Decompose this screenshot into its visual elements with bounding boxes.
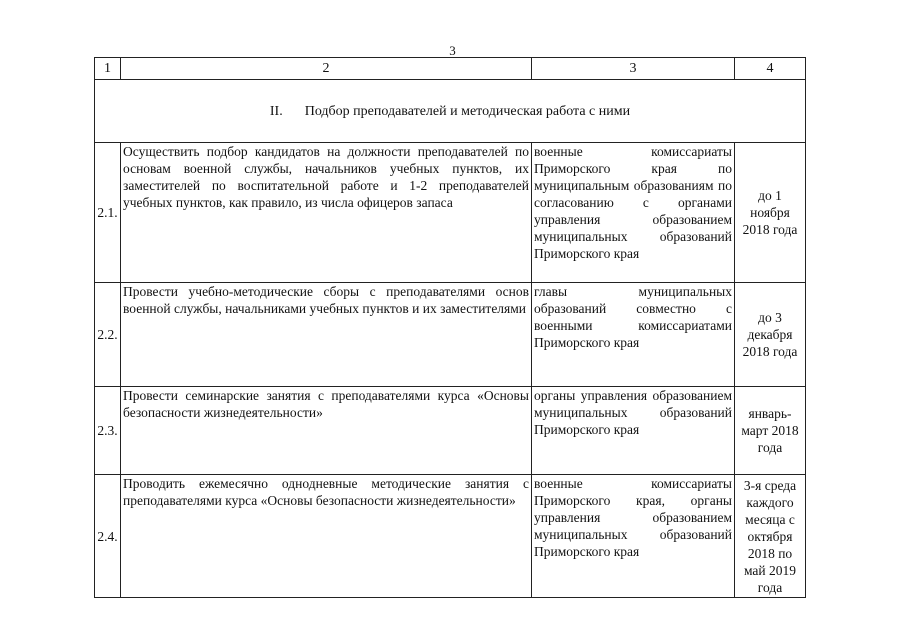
task-text: Провести учебно-методические сборы с преподавателями основ военной службы, начальниками учебных пунктов и их заместителями (121, 283, 532, 387)
page-number: 3 (449, 43, 456, 58)
plan-table (94, 57, 806, 598)
column-number-row (95, 58, 806, 80)
responsible-text: военные комиссариаты Приморского края, органы управления образованием муниципальных образований Приморского края (532, 475, 735, 598)
deadline-text: до 3 декабря 2018 года (735, 283, 806, 387)
column-number-3: 3 (532, 58, 735, 80)
task-text: Проводить ежемесячно однодневные методические занятия с преподавателями курса «Основы безопасности жизнедеятельности» (121, 475, 532, 598)
table-row (95, 143, 806, 283)
column-number-4: 4 (735, 58, 806, 80)
table-row (95, 283, 806, 387)
deadline-text: до 1 ноября 2018 года (735, 143, 806, 283)
deadline-text: 3-я среда каждого месяца с октября 2018 по май 2019 года (735, 475, 806, 598)
section-title: Подбор преподавателей и методическая работа с ними (304, 103, 631, 119)
item-number: 2.1. (95, 143, 121, 283)
responsible-text: органы управления образованием муниципальных образований Приморского края (532, 387, 735, 475)
section-heading-row (95, 80, 806, 143)
table-row (95, 387, 806, 475)
responsible-text: главы муниципальных образований совместно с военными комиссариатами Приморского края (532, 283, 735, 387)
task-text: Провести семинарские занятия с преподавателями курса «Основы безопасности жизнедеятельности» (121, 387, 532, 475)
column-number-2: 2 (121, 58, 532, 80)
deadline-text: январь-март 2018 года (735, 387, 806, 475)
section-roman-number: II. (269, 103, 283, 119)
item-number: 2.2. (95, 283, 121, 387)
table-row (95, 475, 806, 598)
responsible-text: военные комиссариаты Приморского края по муниципальным образованиям по согласованию с органами управления образованием муниципальных образований Приморского края (532, 143, 735, 283)
column-number-1: 1 (95, 58, 121, 80)
item-number: 2.3. (95, 387, 121, 475)
task-text: Осуществить подбор кандидатов на должности преподавателей по основам военной службы, начальников учебных пунктов, их заместителей по воспитательной работе и 1-2 преподавателей учебных пунктов, как правило, из числа офицеров запаса (121, 143, 532, 283)
item-number: 2.4. (95, 475, 121, 598)
section-heading (95, 80, 806, 143)
